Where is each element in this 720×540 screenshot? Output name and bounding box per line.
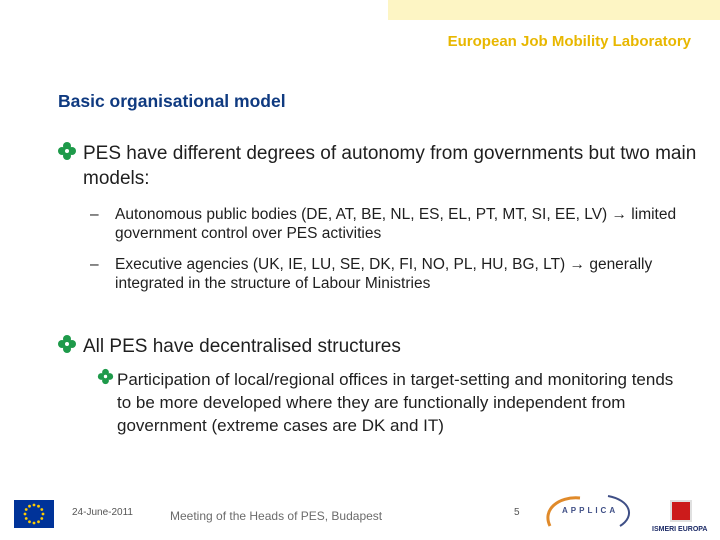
diamond-bullet-icon: [57, 334, 79, 361]
dash-marker: –: [90, 206, 99, 223]
page-number: 5: [514, 507, 520, 518]
bullet-item: [57, 334, 697, 359]
bullet-text: PES have different degrees of autonomy from governments but two main models:: [83, 143, 697, 189]
lab-title: European Job Mobility Laboratory: [447, 33, 691, 50]
eu-flag-logo: [14, 500, 54, 528]
footer-date: 24-June-2011: [72, 507, 133, 518]
bullet-text: All PES have decentralised structures: [83, 336, 401, 357]
header-accent-box: [388, 0, 720, 20]
diamond-bullet-icon: [97, 368, 117, 391]
ismeri-logo-text: ISMERI EUROPA: [652, 526, 708, 533]
sub-bullet-text: Participation of local/regional offices in target-setting and monitoring tends to be more developed where they are functionally independent from government (extreme cases are DK and IT): [117, 370, 674, 435]
applica-logo-text: APPLICA: [562, 506, 619, 515]
bullet-item: [57, 141, 697, 191]
sub-bullet-text: Autonomous public bodies (DE, AT, BE, NL, ES, EL, PT, MT, SI, EE, LV) → limited government control over PES activities: [115, 206, 677, 242]
ismeri-logo-icon: [670, 500, 692, 522]
diamond-bullet-icon: [57, 141, 79, 168]
footer-meeting: Meeting of the Heads of PES, Budapest: [170, 509, 383, 523]
sub-bullet-item: [90, 205, 680, 243]
dash-marker: –: [90, 256, 99, 273]
sub-bullet-item: [97, 368, 677, 437]
sub-bullet-text: Executive agencies (UK, IE, LU, SE, DK, FI, NO, PL, HU, BG, LT) → generally integrated in the structure of Labour Ministries: [115, 256, 653, 292]
slide-title: Basic organisational model: [58, 91, 286, 111]
sub-bullet-item: [90, 255, 680, 293]
